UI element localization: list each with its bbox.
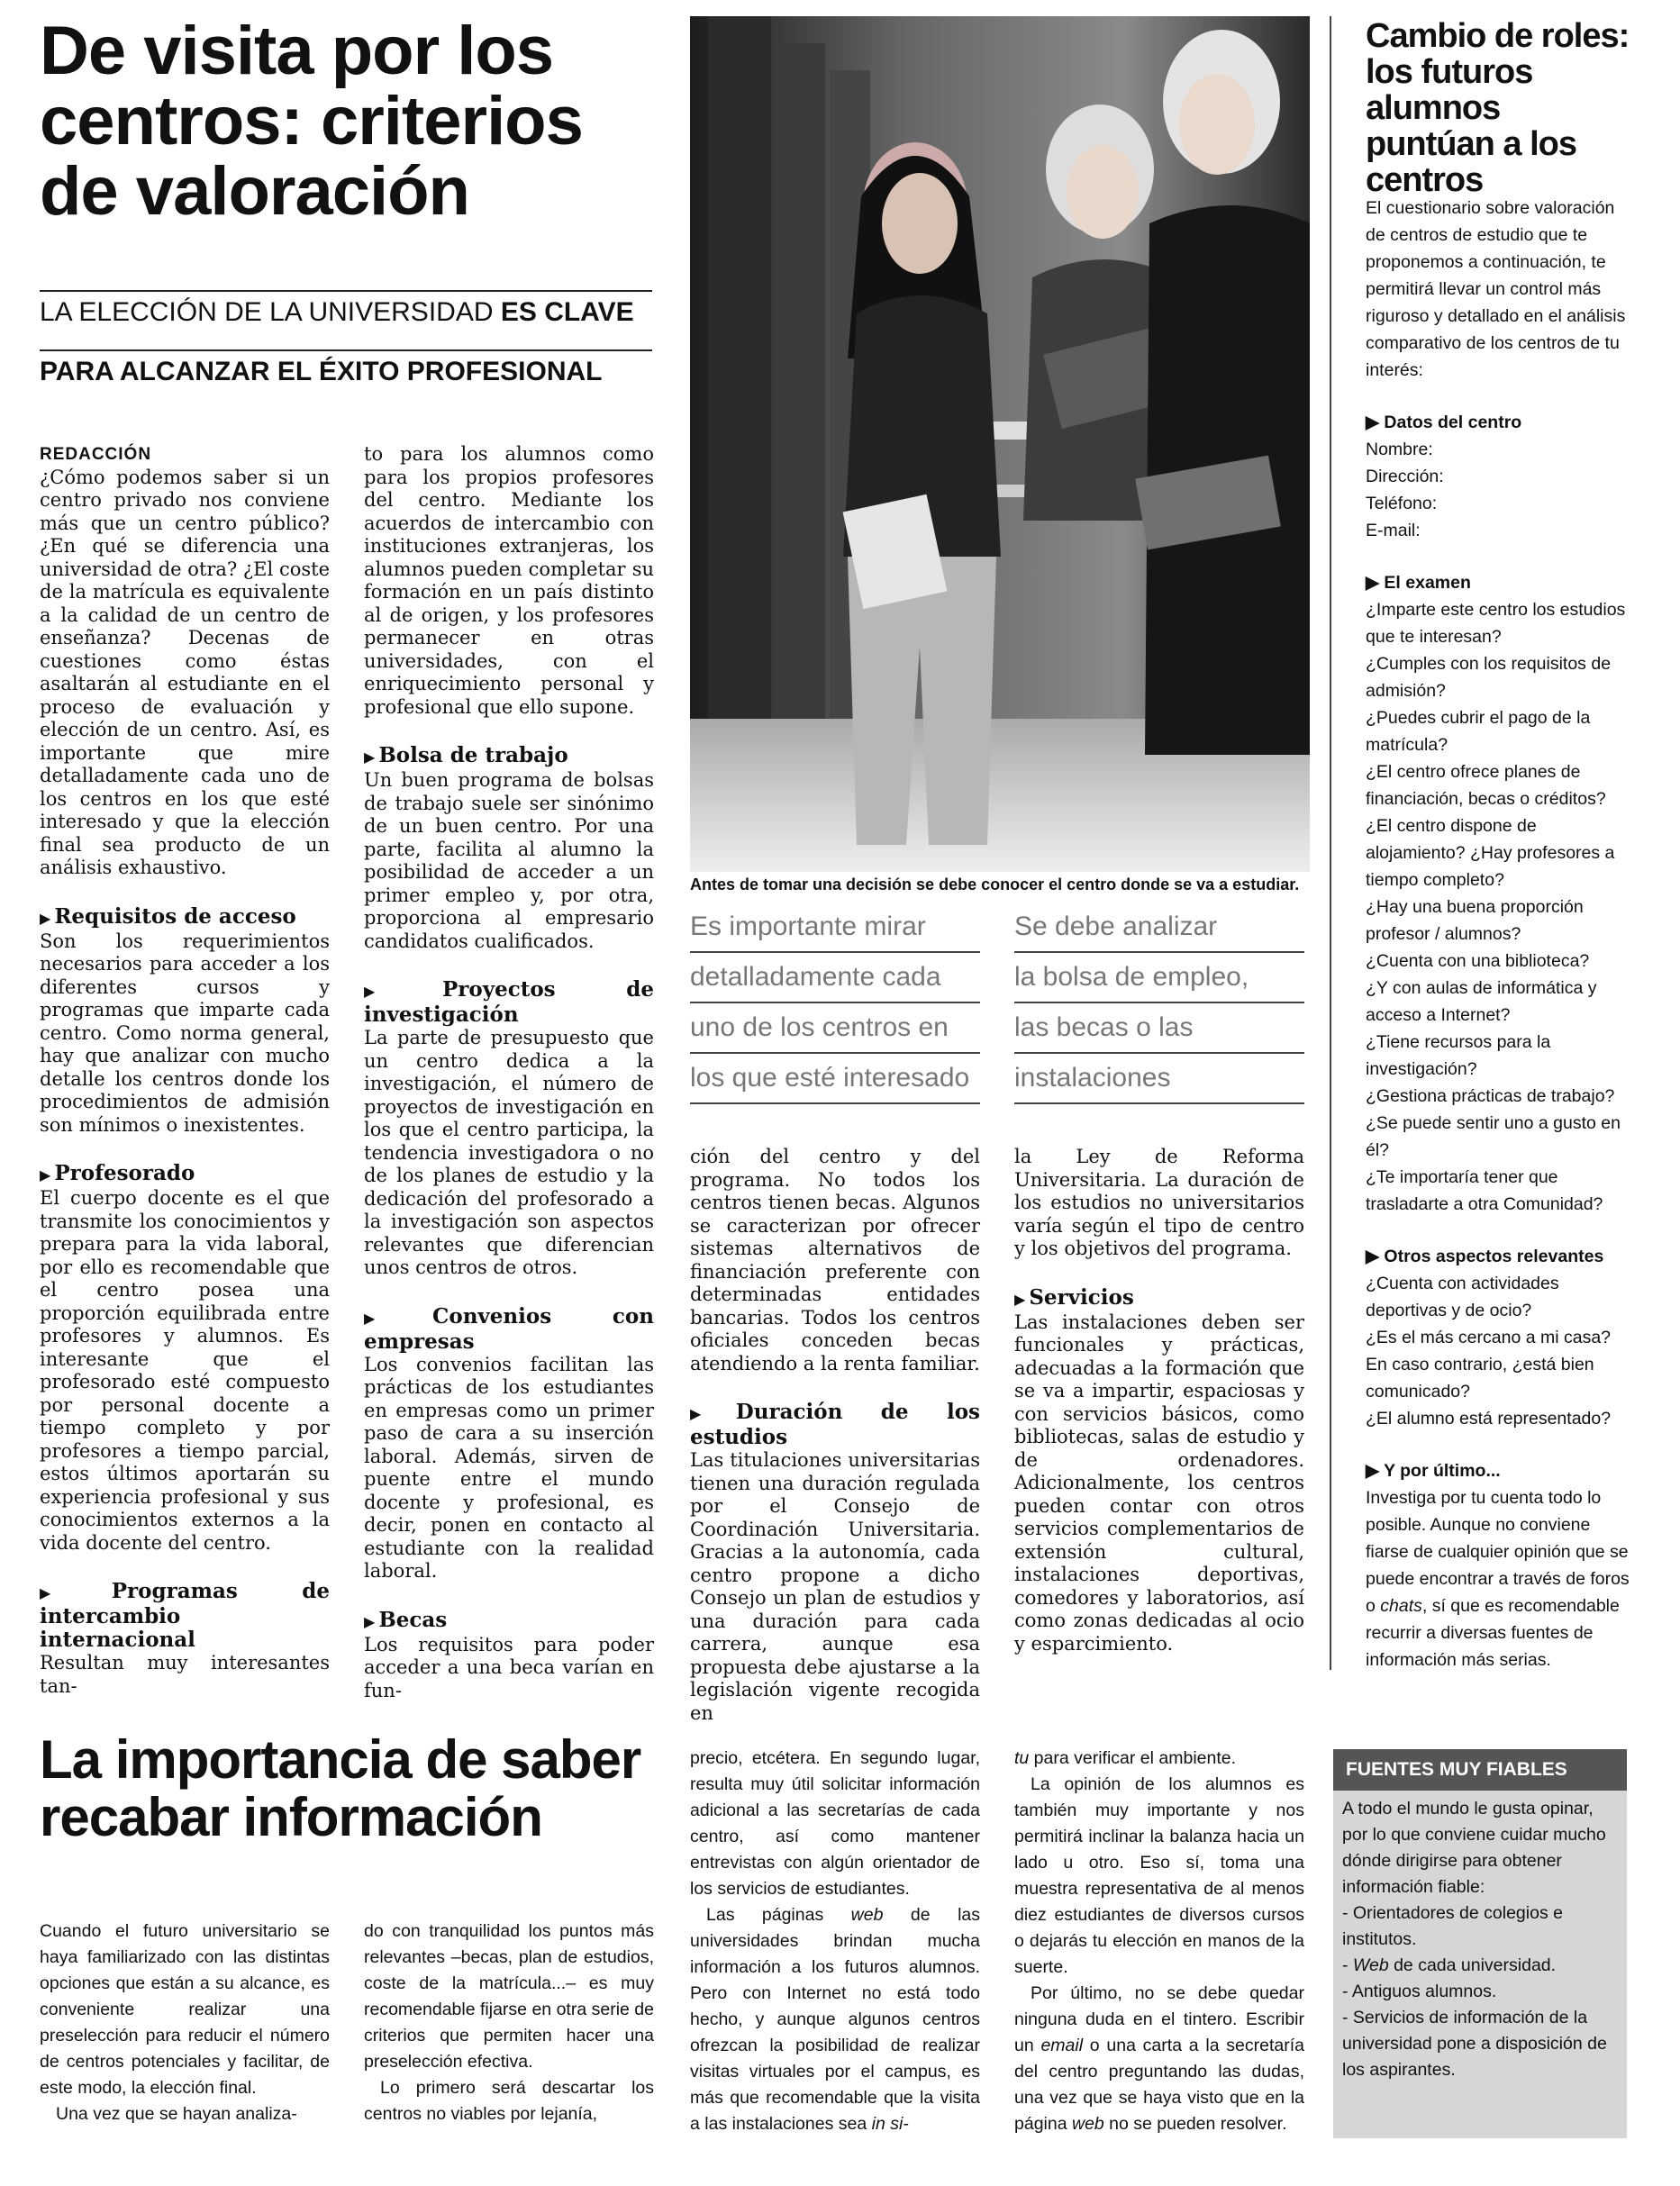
sidebar-item: ¿Hay una buena proporción profesor / alumnos?	[1366, 897, 1584, 944]
text-run: , sí que es recomendable recurrir a diversas fuentes de información más serias.	[1366, 1596, 1620, 1670]
text-run: no se pueden resolver.	[1103, 2114, 1287, 2134]
pull-quote-line: los que esté interesado	[690, 1054, 980, 1104]
bottom-column-1	[40, 1918, 330, 2127]
bottom-headline: La importancia de saber recabar información	[40, 1729, 641, 1847]
bottom-paragraph: Una vez que se hayan analiza-	[56, 2104, 297, 2124]
sidebar-item: ¿Imparte este centro los estudios que te interesan?	[1366, 600, 1626, 647]
paragraph-becas-start: Los requisitos para poder acceder a una beca varían en fun-	[364, 1633, 654, 1701]
text-run-italic: web	[1071, 2114, 1104, 2134]
sidebar-item: ¿Es el más cercano a mi casa?	[1366, 1328, 1612, 1347]
sidebar-item: ¿Cuenta con actividades deportivas y de ocio?	[1366, 1274, 1559, 1320]
triangle-icon: ▶	[40, 1584, 108, 1601]
deck-text: LA ELECCIÓN DE LA UNIVERSIDAD	[40, 297, 494, 327]
deck-line-1	[40, 290, 652, 328]
subhead-duracion	[690, 1401, 980, 1449]
triangle-icon: ▶	[1366, 413, 1385, 432]
sidebar-section-examen	[1366, 569, 1636, 596]
sidebar-title: Cambio de roles: los futuros alumnos puntúan a los centros	[1366, 17, 1630, 199]
article-column-4	[1014, 1146, 1304, 1655]
pull-quote-line: Es importante mirar	[690, 903, 980, 953]
photo-illustration	[690, 16, 1310, 872]
text-run-italic: in si-	[871, 2114, 909, 2134]
box-item	[1342, 1953, 1616, 1979]
subhead-text: Becas	[378, 1607, 448, 1632]
text-run: o una carta a la secretaría del centro preguntando las dudas, una vez que se haya visto que en la página	[1014, 2036, 1305, 2134]
subhead-requisitos	[40, 905, 330, 930]
sidebar-divider	[1330, 16, 1331, 1670]
text-run-italic: email	[1040, 2036, 1084, 2055]
pull-quote-line: instalaciones	[1014, 1054, 1304, 1104]
intro-paragraph: ¿Cómo podemos saber si un centro privado nos conviene más que un centro público? ¿En qué se diferencia una universidad de otra? ¿El coste de la matrícula es equivalente a la calidad de un centro de enseñanza? Decenas de cuestiones como éstas asaltarán al estudiante en el proceso de evaluación y elección de un centro. Así, es importante que mire detalladamente cada uno de los centros en los que esté interesado y que la elección final sea producto de un análisis exhaustivo.	[40, 466, 330, 878]
text-run-italic: chats	[1380, 1596, 1422, 1616]
text-run: de las universidades brindan mucha información a los futuros alumnos. Pero con Internet no está todo hecho, y aunque algunos centros ofrezcan la posibilidad de realizar visitas virtuales por el campus, es más que recomendable que la visita a las instalaciones sea	[690, 1905, 980, 2134]
subhead-convenios	[364, 1305, 654, 1354]
text-run: Por último, no se debe quedar ninguna duda en el tintero. Escribir un	[1014, 1983, 1304, 2055]
section-title-text: Otros aspectos relevantes	[1384, 1247, 1604, 1266]
sidebar-item: ¿El centro ofrece planes de financiación, becas o créditos?	[1366, 762, 1606, 809]
triangle-icon: ▶	[364, 1309, 430, 1327]
bottom-paragraph: Lo primero será descartar los centros no viables por lejanía,	[364, 2078, 654, 2124]
bottom-paragraph: Cuando el futuro universitario se haya familiarizado con las distintas opciones que están a su alcance, es conveniente realizar una preselección para reducir el número de centros potenciales y facilitar, de este modo, la elección final.	[40, 1921, 330, 2098]
bottom-column-4	[1014, 1746, 1304, 2137]
bottom-column-2	[364, 1918, 654, 2127]
sidebar-item: Teléfono:	[1366, 494, 1438, 513]
byline: REDACCIÓN	[40, 445, 152, 464]
sidebar-item: ¿Se puede sentir uno a gusto en él?	[1366, 1113, 1621, 1160]
triangle-icon: ▶	[690, 1405, 732, 1422]
subhead-bolsa	[364, 744, 654, 769]
sidebar-item: Nombre:	[1366, 440, 1433, 459]
text-run: Las páginas	[706, 1905, 851, 1925]
pull-quote-line: las becas o las	[1014, 1003, 1304, 1054]
sidebar-body	[1366, 195, 1636, 1674]
sidebar-item: ¿Tiene recursos para la investigación?	[1366, 1032, 1551, 1079]
text-run-italic: Web	[1352, 1955, 1389, 1975]
pull-quote-left	[690, 903, 980, 1104]
paragraph-becas-cont: ción del centro y del programa. No todos los centros tienen becas. Algunos se caracterizan por ofrecer sistemas alternativos de financiación preferente con determinadas entidades bancarias. Todos los centros oficiales conceden becas atendiendo a la renta familiar.	[690, 1146, 980, 1374]
paragraph-intercambio-cont: to para los alumnos como para los propios profesores del centro. Mediante los acuerdos de intercambio con instituciones extranjeras, los alumnos pueden completar su formación en un país distinto al de origen, y los profesores permanecer en otras universidades, con el enriquecimiento personal y profesional que ello supone.	[364, 443, 654, 718]
article-column-2	[364, 443, 654, 1702]
paragraph-duracion: Las titulaciones universitarias tienen una duración regulada por el Consejo de Coordinación Universitaria. Gracias a la autonomía, cada centro propone a dicho Consejo un plan de estudios y una duración para cada carrera, aunque esa propuesta debe ajustarse a la legislación vigente recogida en	[690, 1449, 980, 1724]
sidebar-section-otros	[1366, 1243, 1636, 1270]
deck-line-2: PARA ALCANZAR EL ÉXITO PROFESIONAL	[40, 349, 652, 387]
subhead-text: Servicios	[1029, 1284, 1134, 1310]
box-body	[1333, 1791, 1627, 2083]
text-run: Investiga por tu cuenta todo lo posible. Aunque no conviene fiarse de cualquier opinión que se puede encontrar a través de foros o	[1366, 1488, 1630, 1616]
sidebar-intro: El cuestionario sobre valoración de centros de estudio que te proponemos a continuación, te permitirá llevar un control más riguroso y detallado en el análisis comparativo de los centros de tu interés:	[1366, 198, 1626, 380]
bottom-paragraph	[1014, 1981, 1304, 2137]
triangle-icon: ▶	[1366, 1461, 1385, 1481]
sidebar-item: ¿Gestiona prácticas de trabajo?	[1366, 1086, 1615, 1106]
main-headline: De visita por los centros: criterios de valoración	[40, 13, 583, 230]
subhead-text: Duración de los estudios	[690, 1400, 981, 1449]
sidebar-item: ¿Cuenta con una biblioteca?	[1366, 951, 1590, 971]
sidebar-item: ¿Y con aulas de informática y acceso a Internet?	[1366, 978, 1597, 1025]
subhead-text: Profesorado	[54, 1161, 195, 1185]
triangle-icon: ▶	[40, 909, 51, 927]
triangle-icon: ▶	[364, 1612, 376, 1630]
triangle-icon: ▶	[1366, 573, 1385, 593]
text-run-italic: web	[850, 1905, 884, 1925]
article-column-1	[40, 443, 330, 1698]
sidebar-item: Dirección:	[1366, 467, 1444, 486]
subhead-profesorado	[40, 1162, 330, 1187]
bottom-paragraph: precio, etcétera. En segundo lugar, resulta muy útil solicitar información adicional a las secretarías de cada centro, así como mantener entrevistas con algún orientador de los servicios de estudiantes.	[690, 1748, 980, 1899]
sidebar-final-paragraph	[1366, 1484, 1636, 1674]
bottom-paragraph	[1014, 1746, 1304, 1772]
text-run: para verificar el ambiente.	[1029, 1748, 1237, 1768]
paragraph-proyectos: La parte de presupuesto que un centro dedica a la investigación, el número de proyectos de investigación en los que el centro participa, la tendencia investigadora o no de los planes de estudio y la dedicación del profesorado a la investigación son aspectos relevantes que diferencian unos centros de otros.	[364, 1027, 654, 1278]
triangle-icon: ▶	[364, 983, 439, 1000]
text-run-italic: tu	[1014, 1748, 1030, 1768]
box-intro: A todo el mundo le gusta opinar, por lo que conviene cuidar mucho dónde dirigirse para obtener información fiable:	[1342, 1799, 1606, 1897]
paragraph-convenios: Los convenios facilitan las prácticas de los estudiantes en empresas como un primer paso de cara a su inserción laboral. Además, sirven de puente entre el mundo docente y profesional, es decir, ponen en contacto al estudiante con la realidad laboral.	[364, 1353, 654, 1582]
subhead-servicios	[1014, 1286, 1304, 1311]
triangle-icon: ▶	[1366, 1247, 1385, 1266]
pull-quote-line: la bolsa de empleo,	[1014, 953, 1304, 1003]
article-column-3	[690, 1146, 980, 1725]
paragraph-intercambio-start: Resultan muy interesantes tan-	[40, 1652, 330, 1697]
box-item: - Servicios de información de la universidad pone a disposición de los aspirantes.	[1342, 2008, 1607, 2080]
pull-quote-line: Se debe analizar	[1014, 903, 1304, 953]
text-run: de cada universidad.	[1388, 1955, 1557, 1975]
subhead-proyectos	[364, 978, 654, 1027]
pull-quote-right	[1014, 903, 1304, 1104]
bottom-paragraph: do con tranquilidad los puntos más relevantes –becas, plan de estudios, coste de la matrícula...– es muy recomendable fijarse en otra serie de criterios que permiten hacer una preselección efectiva.	[364, 1921, 654, 2072]
paragraph-servicios: Las instalaciones deben ser funcionales y prácticas, adecuadas a la formación que se va a impartir, espaciosas y con servicios básicos, como bibliotecas, salas de estudio y de ordenadores. Adicionalmente, los centros pueden contar con otros servicios complementarios de extensión cultural, instalaciones deportivas, comedores y laboratorios, así como zonas dedicadas al ocio y esparcimiento.	[1014, 1311, 1304, 1655]
sidebar-item: ¿El alumno está representado?	[1366, 1409, 1612, 1429]
triangle-icon: ▶	[364, 748, 376, 766]
sidebar-section-ultimo	[1366, 1457, 1636, 1484]
subhead-text: Bolsa de trabajo	[378, 743, 568, 767]
paragraph-requisitos: Son los requerimientos necesarios para acceder a los diferentes cursos y programas que imparte cada centro. Como norma general, hay que analizar con mucho detalle los centros donde los procedimientos de admisión son mínimos o inexistentes.	[40, 930, 330, 1136]
bottom-paragraph: La opinión de los alumnos es también muy importante y nos permitirá inclinar la balanza hacia un lado u otro. Eso sí, toma una muestra representativa de al menos diez estudiantes de diversos cursos o dejarás tu elección en manos de la suerte.	[1014, 1774, 1304, 1977]
sidebar-item: ¿Cumples con los requisitos de admisión?	[1366, 654, 1612, 701]
bottom-column-3	[690, 1746, 980, 2137]
subhead-text: Programas de intercambio internacional	[40, 1579, 330, 1652]
section-title-text: Datos del centro	[1384, 413, 1522, 432]
paragraph-profesorado: El cuerpo docente es el que transmite los conocimientos y prepara para la vida laboral, por ello es recomendable que el centro posea una proporción equilibrada entre profesores y alumnos. Es interesante que el profesorado esté compuesto por personal docente a tiempo completo y por profesores a tiempo parcial, estos últimos aportarán su experiencia profesional y sus conocimientos externos a la vida docente del centro.	[40, 1187, 330, 1554]
fuentes-box	[1333, 1749, 1627, 2138]
pull-quote-line: uno de los centros en	[690, 1003, 980, 1054]
bottom-paragraph	[690, 1902, 980, 2137]
box-item: - Orientadores de colegios e institutos.	[1342, 1903, 1563, 1949]
subhead-text: Proyectos de investigación	[364, 977, 654, 1027]
section-title-text: Y por último...	[1384, 1461, 1501, 1481]
deck-bold: ES CLAVE	[493, 297, 634, 327]
box-title: FUENTES MUY FIABLES	[1333, 1749, 1627, 1791]
sidebar-item: E-mail:	[1366, 521, 1421, 540]
subhead-becas	[364, 1609, 654, 1634]
sidebar-item: ¿Puedes cubrir el pago de la matrícula?	[1366, 708, 1591, 755]
subhead-text: Convenios con empresas	[364, 1303, 654, 1354]
text-run: -	[1342, 1955, 1353, 1975]
box-item: - Antiguos alumnos.	[1342, 1982, 1497, 2001]
paragraph-bolsa: Un buen programa de bolsas de trabajo suele ser sinónimo de un buen centro. Por una parte, facilita al alumno la posibilidad de acceder a un primer empleo y, por otra, proporciona al empresario candidatos cualificados.	[364, 769, 654, 952]
students-photo	[690, 16, 1310, 872]
subhead-intercambio	[40, 1580, 330, 1652]
pull-quote-line: detalladamente cada	[690, 953, 980, 1003]
subhead-text: Requisitos de acceso	[54, 903, 296, 929]
triangle-icon: ▶	[1014, 1290, 1026, 1308]
sidebar-item: ¿El centro dispone de alojamiento? ¿Hay profesores a tiempo completo?	[1366, 816, 1615, 890]
sidebar-section-datos	[1366, 409, 1636, 436]
sidebar-item: ¿Te importaría tener que trasladarte a otra Comunidad?	[1366, 1167, 1603, 1214]
section-title-text: El examen	[1384, 573, 1471, 593]
sidebar-item: En caso contrario, ¿está bien comunicado?	[1366, 1355, 1594, 1401]
photo-caption: Antes de tomar una decisión se debe conocer el centro donde se va a estudiar.	[690, 875, 1300, 893]
triangle-icon: ▶	[40, 1166, 51, 1184]
paragraph-duracion-cont: la Ley de Reforma Universitaria. La duración de los estudios no universitarios varía según el tipo de centro y los objetivos del programa.	[1014, 1146, 1304, 1259]
